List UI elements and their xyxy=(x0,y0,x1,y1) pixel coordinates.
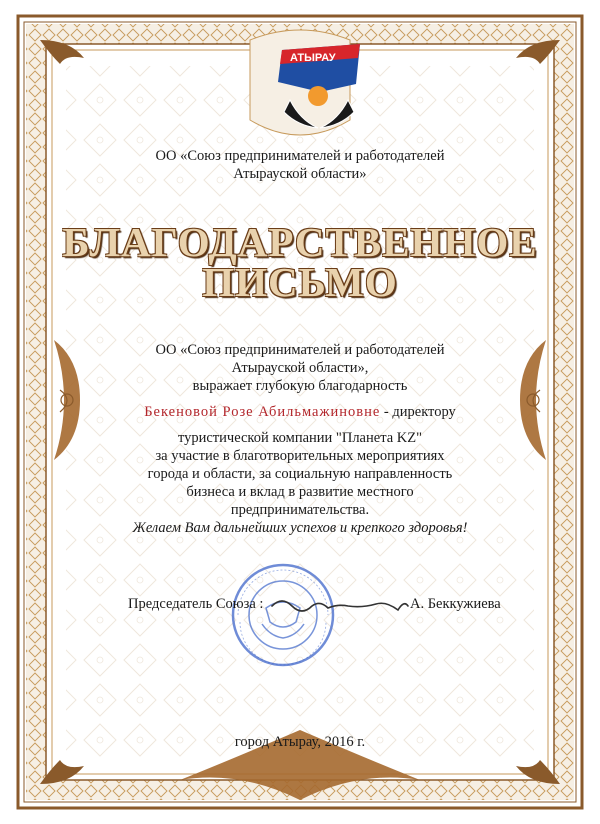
recipient-line xyxy=(60,404,540,421)
page-title-line1: БЛАГОДАРСТВЕННОЕ xyxy=(62,219,538,265)
reason-line4: предпринимательства. xyxy=(230,502,370,518)
company-line: туристической компании "Планета KZ" xyxy=(177,430,423,446)
reason-line1: за участие в благотворительных мероприятиях xyxy=(155,448,445,464)
reason-line3: бизнеса и вклад в развитие местного xyxy=(186,484,414,500)
page-title-line2: ПИСЬМО xyxy=(202,259,398,305)
place-and-date: город Атырау, 2016 г. xyxy=(234,734,366,750)
reason-line2: города и области, за социальную направленность xyxy=(147,466,453,482)
logo-text: АТЫРАУ xyxy=(290,52,336,64)
gratitude-line: выражает глубокую благодарность xyxy=(192,378,408,394)
body-org-line1: ОО «Союз предпринимателей и работодателей xyxy=(155,342,445,358)
header-org-line2: Атырауской области» xyxy=(233,166,367,182)
recipient-position: - директору xyxy=(380,404,456,420)
body-org-line2: Атырауской области», xyxy=(231,360,369,376)
atyrau-logo xyxy=(260,30,380,140)
signature-role: Председатель Союза : xyxy=(128,596,264,612)
recipient-name: Бекеновой Розе Абильмажиновне xyxy=(144,404,381,420)
wishes-line: Желаем Вам дальнейших успехов и крепкого здоровья! xyxy=(132,520,468,536)
signatory-name: А. Беккужиева xyxy=(410,596,501,612)
header-org-line1: ОО «Союз предпринимателей и работодателей xyxy=(155,148,445,164)
handwritten-signature xyxy=(270,590,410,620)
